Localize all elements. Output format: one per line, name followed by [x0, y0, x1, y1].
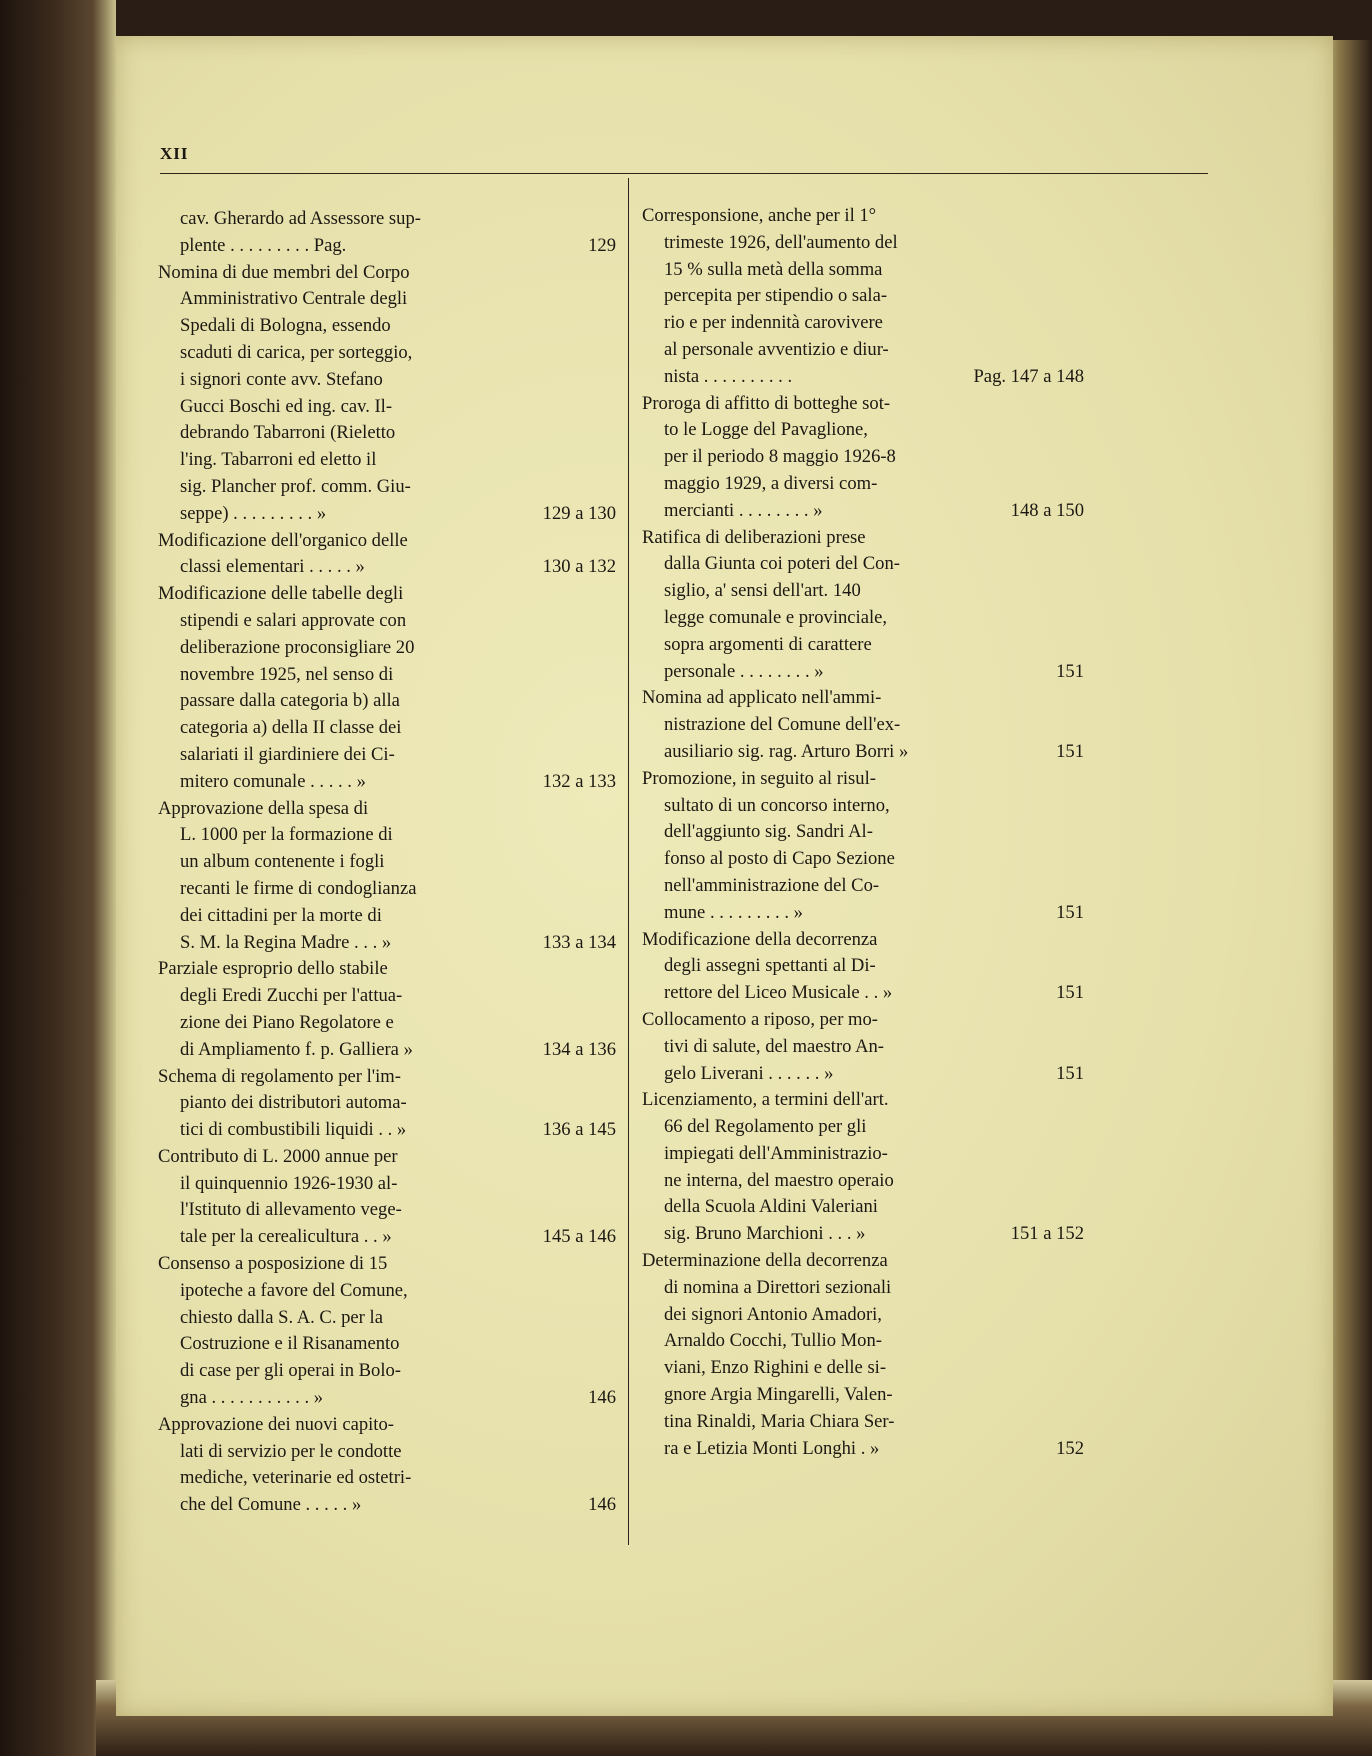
- entry-line: [642, 1087, 1210, 1114]
- page-reference: 152: [1056, 1437, 1084, 1459]
- entry-text: il quinquennio 1926-1930 al-: [180, 1172, 398, 1194]
- index-entry: [642, 766, 1210, 927]
- page-number: XII: [160, 144, 189, 163]
- entry-text: recanti le firme di condoglianza: [180, 877, 417, 899]
- entry-line: [642, 1248, 1210, 1275]
- entry-line: [642, 337, 1210, 364]
- entry-text: Spedali di Bologna, essendo: [180, 315, 391, 337]
- entry-line: [158, 1090, 610, 1117]
- entry-line: [642, 551, 1210, 578]
- page-reference: 151: [1056, 901, 1084, 923]
- entry-text: che del Comune . . . . . »: [180, 1494, 362, 1516]
- entry-text: Nomina ad applicato nell'ammi-: [642, 687, 882, 709]
- entry-text: Consenso a posposizione di 15: [158, 1253, 388, 1275]
- entry-line: [642, 927, 1210, 954]
- entry-line: [642, 1114, 1210, 1141]
- entry-line: [642, 391, 1210, 418]
- entry-text: della Scuola Aldini Valeriani: [664, 1196, 878, 1218]
- index-entry: [642, 685, 1210, 765]
- entry-text: S. M. la Regina Madre . . . »: [180, 931, 392, 953]
- entry-text: 66 del Regolamento per gli: [664, 1116, 867, 1138]
- page-reference: Pag. 147 a 148: [973, 365, 1084, 387]
- entry-text: rio e per indennità carovivere: [664, 312, 883, 334]
- entry-line: [158, 1171, 610, 1198]
- entry-line: [158, 983, 610, 1010]
- entry-text: l'Istituto di allevamento vege-: [180, 1199, 402, 1221]
- entry-line: [642, 1141, 1210, 1168]
- index-entry: [158, 1144, 616, 1251]
- entry-text: l'ing. Tabarroni ed eletto il: [180, 449, 377, 471]
- entry-text: Approvazione dei nuovi capito-: [158, 1413, 394, 1435]
- page-reference: 151: [1056, 1062, 1084, 1084]
- entry-line: [158, 1224, 616, 1251]
- entry-line: [158, 1251, 610, 1278]
- entry-line: [158, 1037, 616, 1064]
- entry-text: nista . . . . . . . . . .: [664, 365, 793, 387]
- index-entry: [642, 525, 1210, 686]
- page-reference: 134 a 136: [542, 1038, 616, 1060]
- entry-line: [642, 980, 1210, 1007]
- entry-text: sig. Bruno Marchioni . . . »: [664, 1223, 866, 1245]
- entry-text: rettore del Liceo Musicale . . »: [664, 982, 893, 1004]
- entry-line: [158, 1117, 616, 1144]
- index-entry: [158, 528, 616, 582]
- entry-text: plente . . . . . . . . . Pag.: [180, 234, 347, 256]
- index-entry: [642, 927, 1210, 1007]
- entry-text: tivi di salute, del maestro An-: [664, 1035, 884, 1057]
- entry-text: Licenziamento, a termini dell'art.: [642, 1089, 889, 1111]
- entry-line: [158, 608, 610, 635]
- index-entry: [158, 581, 616, 795]
- page-reference: 130 a 132: [542, 556, 616, 578]
- entry-text: L. 1000 per la formazione di: [180, 824, 393, 846]
- index-entry: [158, 956, 616, 1063]
- entry-line: [642, 1436, 1210, 1463]
- entry-line: [158, 715, 610, 742]
- entry-line: [158, 1412, 610, 1439]
- entry-text: tale per la cerealicultura . . »: [180, 1226, 392, 1248]
- entry-line: [158, 313, 610, 340]
- index-entry: [158, 796, 616, 957]
- entry-text: tici di combustibili liquidi . . »: [180, 1119, 407, 1141]
- entry-line: [158, 1439, 610, 1466]
- entry-text: Proroga di affitto di botteghe sot-: [642, 392, 891, 414]
- entry-text: nell'amministrazione del Co-: [664, 874, 880, 896]
- entry-line: [642, 1409, 1210, 1436]
- entry-line: [642, 712, 1210, 739]
- entry-line: [642, 766, 1210, 793]
- entry-line: [158, 447, 610, 474]
- entry-line: [642, 283, 1210, 310]
- entry-line: [642, 685, 1210, 712]
- entry-line: [158, 1305, 610, 1332]
- entry-text: mediche, veterinarie ed ostetri-: [180, 1467, 412, 1489]
- entry-text: sig. Plancher prof. comm. Giu-: [180, 475, 411, 497]
- entry-line: [642, 739, 1210, 766]
- index-entry: [642, 1007, 1210, 1087]
- entry-line: [158, 1385, 616, 1412]
- entry-text: trimeste 1926, dell'aumento del: [664, 231, 898, 253]
- entry-text: di case per gli operai in Bolo-: [180, 1360, 401, 1382]
- entry-text: Modificazione dell'organico delle: [158, 529, 408, 551]
- entry-line: [642, 498, 1210, 525]
- entry-text: Arnaldo Cocchi, Tullio Mon-: [664, 1330, 882, 1352]
- entry-text: viani, Enzo Righini e delle si-: [664, 1357, 887, 1379]
- entry-line: [158, 876, 610, 903]
- entry-text: maggio 1929, a diversi com-: [664, 472, 878, 494]
- index-entry: [642, 1248, 1210, 1462]
- entry-text: un album contenente i fogli: [180, 851, 385, 873]
- entry-line: [642, 953, 1210, 980]
- entry-line: [158, 233, 616, 260]
- right-column: [642, 203, 1210, 1462]
- entry-line: [158, 581, 610, 608]
- entry-text: di Ampliamento f. p. Galliera »: [180, 1038, 413, 1060]
- index-entry: [158, 1064, 616, 1144]
- entry-text: ne interna, del maestro operaio: [664, 1169, 894, 1191]
- entry-text: Schema di regolamento per l'im-: [158, 1065, 401, 1087]
- entry-line: [158, 769, 616, 796]
- entry-text: stipendi e salari approvate con: [180, 609, 407, 631]
- entry-line: [642, 1194, 1210, 1221]
- entry-line: [158, 1465, 610, 1492]
- entry-line: [158, 1197, 610, 1224]
- entry-line: [642, 873, 1210, 900]
- entry-text: passare dalla categoria b) alla: [180, 690, 400, 712]
- entry-line: [158, 1064, 610, 1091]
- entry-line: [158, 688, 610, 715]
- entry-text: mitero comunale . . . . . »: [180, 770, 366, 792]
- entry-line: [158, 1492, 616, 1519]
- column-divider: [628, 178, 629, 1545]
- entry-line: [642, 793, 1210, 820]
- entry-text: salariati il giardiniere dei Ci-: [180, 743, 395, 765]
- entry-line: [642, 471, 1210, 498]
- entry-line: [158, 394, 610, 421]
- entry-line: [642, 203, 1210, 230]
- entry-text: ipoteche a favore del Comune,: [180, 1279, 408, 1301]
- entry-text: Approvazione della spesa di: [158, 797, 369, 819]
- entry-text: fonso al posto di Capo Sezione: [664, 848, 895, 870]
- entry-text: classi elementari . . . . . »: [180, 556, 365, 578]
- entry-text: Nomina di due membri del Corpo: [158, 261, 410, 283]
- entry-line: [158, 206, 610, 233]
- entry-text: personale . . . . . . . . »: [664, 660, 824, 682]
- entry-line: [642, 1061, 1210, 1088]
- entry-text: siglio, a' sensi dell'art. 140: [664, 580, 861, 602]
- index-entry: [642, 1087, 1210, 1248]
- entry-text: Contributo di L. 2000 annue per: [158, 1145, 398, 1167]
- entry-line: [642, 1007, 1210, 1034]
- entry-line: [642, 1168, 1210, 1195]
- entry-line: [158, 662, 610, 689]
- entry-text: Modificazione delle tabelle degli: [158, 583, 404, 605]
- entry-line: [642, 819, 1210, 846]
- entry-text: Gucci Boschi ed ing. cav. Il-: [180, 395, 393, 417]
- entry-line: [158, 501, 616, 528]
- entry-line: [642, 1275, 1210, 1302]
- entry-text: i signori conte avv. Stefano: [180, 368, 383, 390]
- entry-line: [642, 659, 1210, 686]
- book-binding-left: [0, 0, 116, 1756]
- entry-line: [158, 554, 616, 581]
- entry-text: degli Eredi Zucchi per l'attua-: [180, 985, 403, 1007]
- entry-line: [158, 635, 610, 662]
- entry-line: [158, 956, 610, 983]
- entry-line: [642, 605, 1210, 632]
- entry-text: Determinazione della decorrenza: [642, 1250, 888, 1272]
- entry-text: debrando Tabarroni (Rieletto: [180, 422, 396, 444]
- entry-text: Ratifica di deliberazioni prese: [642, 526, 866, 548]
- entry-line: [642, 632, 1210, 659]
- entry-line: [158, 474, 610, 501]
- entry-line: [642, 417, 1210, 444]
- entry-text: tina Rinaldi, Maria Chiara Ser-: [664, 1410, 895, 1432]
- entry-line: [158, 849, 610, 876]
- entry-line: [158, 930, 616, 957]
- entry-text: pianto dei distributori automa-: [180, 1092, 407, 1114]
- entry-text: gelo Liverani . . . . . . »: [664, 1062, 834, 1084]
- entry-line: [642, 578, 1210, 605]
- index-entry: [158, 260, 616, 528]
- entry-text: Corresponsione, anche per il 1°: [642, 205, 877, 226]
- entry-line: [642, 1382, 1210, 1409]
- page-reference: 151: [1056, 982, 1084, 1004]
- entry-text: to le Logge del Pavaglione,: [664, 419, 868, 441]
- entry-line: [642, 257, 1210, 284]
- entry-line: [158, 742, 610, 769]
- entry-text: scaduti di carica, per sorteggio,: [180, 341, 413, 363]
- page-reference: 136 a 145: [542, 1119, 616, 1141]
- page-reference: 133 a 134: [542, 931, 616, 953]
- entry-text: ra e Letizia Monti Longhi . »: [664, 1437, 880, 1459]
- index-entry: [642, 391, 1210, 525]
- entry-text: degli assegni spettanti al Di-: [664, 955, 876, 977]
- page-reference: 145 a 146: [542, 1226, 616, 1248]
- entry-line: [158, 796, 610, 823]
- entry-text: dalla Giunta coi poteri del Con-: [664, 553, 900, 575]
- entry-line: [642, 310, 1210, 337]
- entry-text: chiesto dalla S. A. C. per la: [180, 1306, 383, 1328]
- entry-text: ausiliario sig. rag. Arturo Borri »: [664, 740, 909, 762]
- page-reference: 146: [588, 1494, 616, 1516]
- page-reference: 151 a 152: [1010, 1223, 1084, 1245]
- index-entry: [642, 203, 1210, 391]
- entry-line: [642, 846, 1210, 873]
- entry-text: novembre 1925, nel senso di: [180, 663, 394, 685]
- entry-text: al personale avventizio e diur-: [664, 338, 889, 360]
- entry-line: [158, 420, 610, 447]
- entry-line: [642, 1302, 1210, 1329]
- entry-text: gna . . . . . . . . . . . »: [180, 1387, 324, 1409]
- entry-line: [642, 444, 1210, 471]
- entry-line: [158, 1010, 610, 1037]
- entry-text: dei signori Antonio Amadori,: [664, 1303, 882, 1325]
- entry-line: [158, 286, 610, 313]
- entry-text: Amministrativo Centrale degli: [180, 288, 408, 310]
- page-reference: 146: [588, 1387, 616, 1409]
- entry-line: [158, 1144, 610, 1171]
- entry-text: mercianti . . . . . . . . »: [664, 499, 823, 521]
- entry-text: gnore Argia Mingarelli, Valen-: [664, 1384, 893, 1406]
- page-reference: 148 a 150: [1010, 499, 1084, 521]
- entry-text: Collocamento a riposo, per mo-: [642, 1008, 878, 1030]
- entry-text: Parziale esproprio dello stabile: [158, 958, 388, 980]
- entry-line: [642, 364, 1210, 391]
- index-entry: [158, 1251, 616, 1412]
- entry-line: [158, 822, 610, 849]
- entry-text: lati di servizio per le condotte: [180, 1440, 402, 1462]
- index-entry: [158, 206, 616, 260]
- index-entry: [158, 1412, 616, 1519]
- entry-text: sopra argomenti di carattere: [664, 633, 872, 655]
- page-reference: 151: [1056, 740, 1084, 762]
- entry-text: 15 % sulla metà della somma: [664, 258, 883, 280]
- entry-line: [642, 1221, 1210, 1248]
- entry-text: percepita per stipendio o sala-: [664, 285, 888, 307]
- entry-line: [158, 1331, 610, 1358]
- header-rule: [160, 173, 1208, 174]
- entry-line: [158, 903, 610, 930]
- entry-line: [642, 900, 1210, 927]
- page-reference: 132 a 133: [542, 770, 616, 792]
- entry-text: legge comunale e provinciale,: [664, 606, 888, 628]
- entry-text: dei cittadini per la morte di: [180, 904, 382, 926]
- page-reference: 129: [588, 234, 616, 256]
- entry-line: [642, 525, 1210, 552]
- entry-text: di nomina a Direttori sezionali: [664, 1276, 892, 1298]
- entry-text: seppe) . . . . . . . . . »: [180, 502, 327, 524]
- page-reference: 129 a 130: [542, 502, 616, 524]
- left-column: [158, 206, 616, 1519]
- entry-line: [642, 1328, 1210, 1355]
- entry-line: [158, 1278, 610, 1305]
- entry-text: cav. Gherardo ad Assessore sup-: [180, 208, 421, 229]
- entry-line: [158, 528, 610, 555]
- entry-text: Modificazione della decorrenza: [642, 928, 878, 950]
- entry-text: Promozione, in seguito al risul-: [642, 767, 876, 789]
- entry-line: [158, 367, 610, 394]
- entry-line: [642, 1355, 1210, 1382]
- entry-text: zione dei Piano Regolatore e: [180, 1011, 394, 1033]
- entry-text: deliberazione proconsigliare 20: [180, 636, 415, 658]
- entry-line: [158, 340, 610, 367]
- entry-text: per il periodo 8 maggio 1926-8: [664, 446, 896, 468]
- entry-line: [642, 230, 1210, 257]
- entry-line: [158, 260, 610, 287]
- page-reference: 151: [1056, 660, 1084, 682]
- entry-text: sultato di un concorso interno,: [664, 794, 890, 816]
- entry-text: dell'aggiunto sig. Sandri Al-: [664, 821, 873, 843]
- entry-text: impiegati dell'Amministrazio-: [664, 1142, 888, 1164]
- entry-text: nistrazione del Comune dell'ex-: [664, 714, 901, 736]
- entry-line: [642, 1034, 1210, 1061]
- entry-text: Costruzione e il Risanamento: [180, 1333, 400, 1355]
- entry-text: mune . . . . . . . . . »: [664, 901, 803, 923]
- entry-line: [158, 1358, 610, 1385]
- entry-text: categoria a) della II classe dei: [180, 717, 402, 739]
